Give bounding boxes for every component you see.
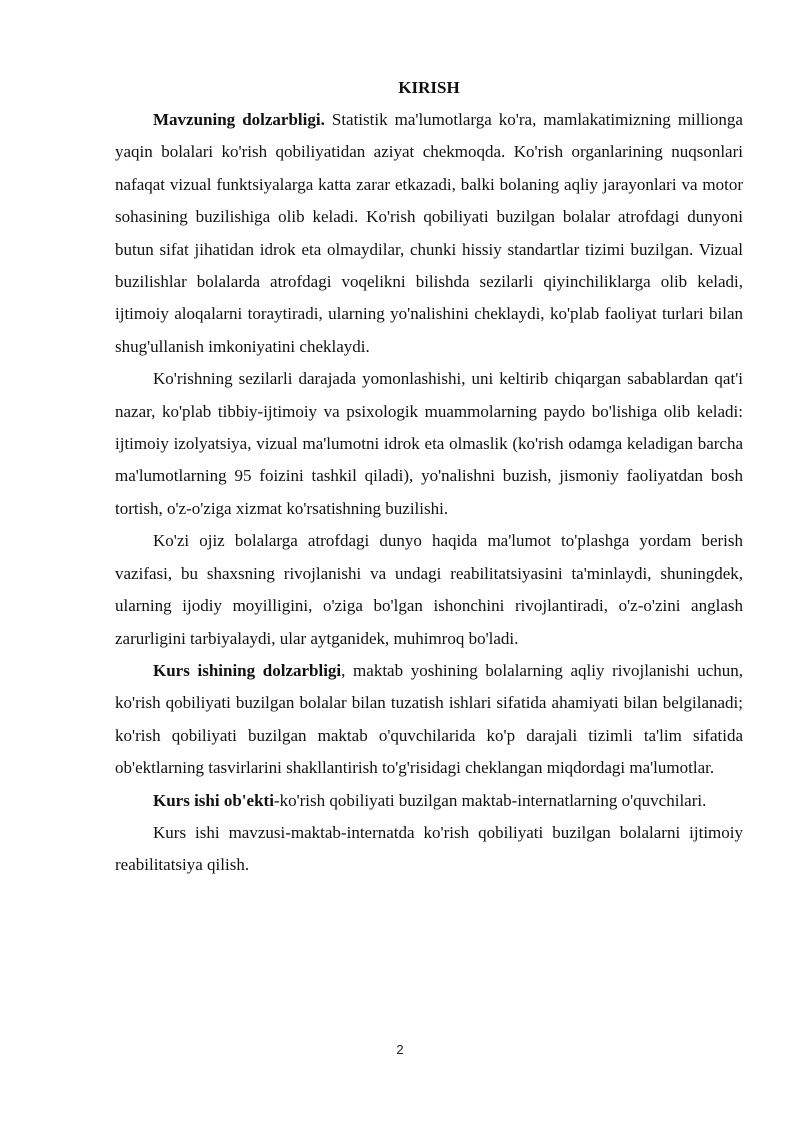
paragraph-text: Ko'rishning sezilarli darajada yomonlashishi, uni keltirib chiqargan sabablardan qat'i nazar, ko'plab tibbiy-ijtimoiy va psixologik muammolarning paydo bo'lishiga olib keladi: ijtimoiy izolyatsiya, vizual ma'lumotni idrok eta olmaslik (ko'rish odamga keladigan barcha ma'lumotlarning 95 foizini tashkil qiladi), yo'nalishni buzish, jismoniy faoliyatdan bosh tortish, o'z-o'ziga xizmat ko'rsatishning buzilishi. xyxy=(115,369,743,518)
paragraph-course-subject xyxy=(115,817,743,882)
paragraph-lead: Kurs ishining dolzarbligi xyxy=(153,660,342,680)
paragraph-vision-decline xyxy=(115,363,743,525)
paragraph-text: -ko'rish qobiliyati buzilgan maktab-internatlarning o'quvchilari. xyxy=(273,790,707,810)
page-number: 2 xyxy=(396,1042,404,1057)
paragraph-lead: Kurs ishi ob'ekti xyxy=(153,790,274,810)
document-page xyxy=(115,72,743,882)
paragraph-lead: Mavzuning dolzarbligi. xyxy=(153,110,325,129)
paragraph-text: , maktab yoshining bolalarning aqliy rivojlanishi uchun, ko'rish qobiliyati buzilgan bolalar bilan tuzatish ishlari sifatida ahamiyati bilan belgilanadi; ko'rish qobiliyati buzilgan maktab o'quvchilarida ko'p darajali tizimli ta'lim sifatida ob'ektlarning tasvirlarini shakllantirish to'g'risidagi cheklangan miqdordagi ma'lumotlar. xyxy=(115,660,743,778)
document-title: KIRISH xyxy=(398,78,460,97)
paragraph-text: Statistik ma'lumotlarga ko'ra, mamlakatimizning millionga yaqin bolalari ko'rish qobiliyatidan aziyat chekmoqda. Ko'rish organlarining nuqsonlari nafaqat vizual funktsiyalarga katta zarar etkazadi, balki bolaning aqliy jarayonlari va motor sohasining buzilishiga olib keladi. Ko'rish qobiliyati buzilgan bolalar atrofdagi dunyoni butun sifat jihatidan idrok eta olmaydilar, chunki hissiy standartlar tizimi buzilgan. Vizual buzilishlar bolalarda atrofdagi voqelikni bilishda sezilarli qiyinchiliklarga olib keladi, ijtimoiy aloqalarni toraytiradi, ularning yo'nalishini cheklaydi, ko'plab faoliyat turlari bilan shug'ullanish imkoniyatini cheklaydi. xyxy=(115,110,743,356)
paragraph-course-relevance xyxy=(115,655,743,785)
paragraph-text: Ko'zi ojiz bolalarga atrofdagi dunyo haqida ma'lumot to'plashga yordam berish vazifasi, bu shaxsning rivojlanishi va undagi reabilitatsiyasini ta'minlaydi, shuningdek, ularning ijodiy moyilligini, o'ziga bo'lgan ishonchini rivojlantiradi, o'z-o'zini anglash zarurligini tarbiyalaydi, ular aytganidek, muhimroq bo'ladi. xyxy=(115,531,743,648)
paragraph-text: Kurs ishi mavzusi-maktab-internatda ko'rish qobiliyati buzilgan bolalarni ijtimoiy reabilitatsiya qilish. xyxy=(115,822,743,875)
paragraph-course-object xyxy=(115,785,743,817)
paragraph-blind-children xyxy=(115,525,743,655)
paragraph-relevance xyxy=(115,104,743,363)
